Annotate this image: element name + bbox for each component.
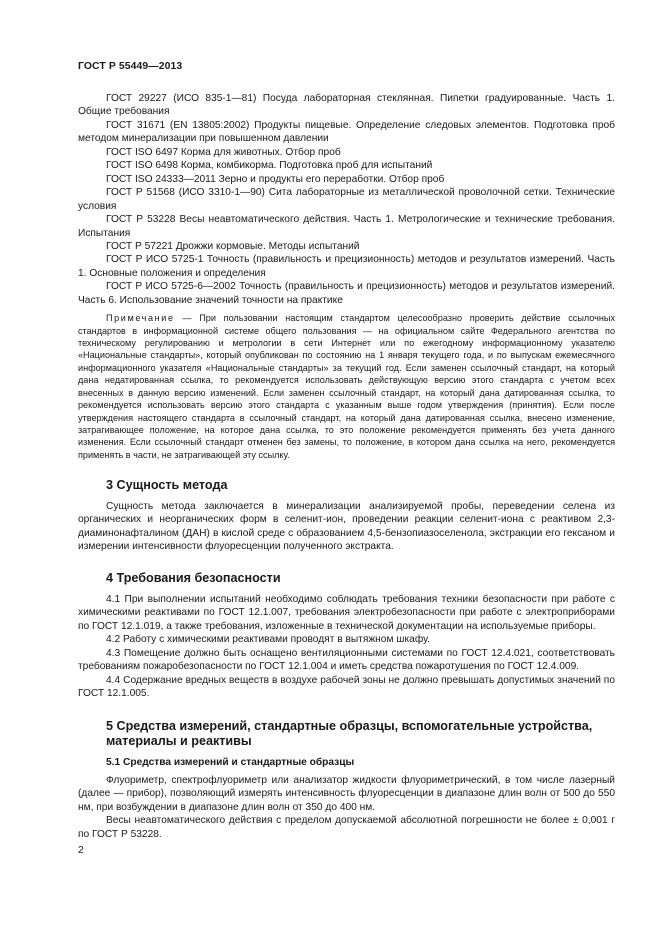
reference-item: ГОСТ 31671 (EN 13805:2002) Продукты пищевые. Определение следовых элементов. Подготовка проб методом минерализации при повышенном давлении	[78, 119, 615, 145]
section-4-item: 4.2 Работу с химическими реактивами проводят в вытяжном шкафу.	[106, 634, 430, 646]
document-body	[78, 92, 615, 841]
note-text: — При пользовании настоящим стандартом целесообразно проверить действие ссылочных стандартов в информационной системе общего пользования — на официальном сайте Федерального агентства по техническому регулированию и метрологии в сети Интернет или по ежегодному информационному указателю «Национальные стандарты», который опубликован по состоянию на 1 января текущего года, и по выпускам ежемесячного информационного указателя «Национальные стандарты» за текущий год. Если заменен ссылочный стандарт, на который дана недатированная ссылка, то рекомендуется использовать действующую версию этого стандарта с учетом всех внесенных в данную версию изменений. Если заменен ссылочный стандарт, на который дана датированная ссылка, то рекомендуется использовать версию этого стандарта с указанным выше годом утверждения (принятия). Если после утверждения настоящего стандарта в ссылочный стандарт, на который дана датированная ссылка, внесено изменение, затрагивающее положение, на которое дана ссылка, то это положение рекомендуется применять без учета данного изменения. Если ссылочный стандарт отменен без замены, то положение, в котором дана ссылка на него, рекомендуется применять в части, не затрагивающей эту ссылку.	[78, 313, 615, 460]
reference-item: ГОСТ ISO 6498 Корма, комбикорма. Подготовка проб для испытаний	[106, 160, 433, 172]
section-4-title: 4 Требования безопасности	[106, 571, 281, 586]
section-4-item: 4.4 Содержание вредных веществ в воздухе рабочей зоны не должно превышать допустимых значений по ГОСТ 12.1.005.	[78, 674, 615, 700]
note-label: Примечание	[106, 313, 175, 324]
section-3-text: Сущность метода заключается в минерализации анализируемой пробы, переведении селена из органических и неорганических форм в селенит-ион, проведении реакции селенит-иона с реактивом 2,3-диаминонафталином (ДАН) в кислой среде с образованием 4,5-бензопиазоселенола, экстракции его гексаном и измерении интенсивности флуоресценции полученного экстракта.	[78, 500, 615, 552]
reference-item: ГОСТ ISO 24333—2011 Зерно и продукты его переработки. Отбор проб	[106, 173, 445, 185]
section-4-item: 4.1 При выполнении испытаний необходимо соблюдать требования техники безопасности при работе с химическими реактивами по ГОСТ 12.1.007, требования электробезопасности при работе с электроприборами по ГОСТ 12.1.019, а также требования, изложенные в технической документации на используемые приборы.	[78, 593, 615, 632]
reference-item: ГОСТ Р 51568 (ИСО 3310-1—90) Сита лабораторные из металлической проволочной сетки. Технические условия	[78, 187, 615, 212]
references-list	[78, 92, 615, 307]
reference-item: ГОСТ Р ИСО 5725-1 Точность (правильность и прецизионность) методов и результатов измерений. Часть 1. Основные положения и определения	[78, 254, 615, 279]
page-header-standard-code: ГОСТ Р 55449—2013	[78, 61, 183, 72]
page-number: 2	[78, 845, 84, 856]
reference-item: ГОСТ ISO 6497 Корма для животных. Отбор проб	[106, 146, 341, 158]
section-5-1-subtitle: 5.1 Средства измерений и стандартные образцы	[106, 756, 355, 768]
section-4-item: 4.3 Помещение должно быть оснащено вентиляционными системами по ГОСТ 12.4.021, соответствовать требованиям пожаробезопасности по ГОСТ 12.1.004 и иметь средства пожаротушения по ГОСТ 12.4.009.	[78, 647, 615, 673]
reference-item: ГОСТ Р ИСО 5725-6—2002 Точность (правильность и прецизионность) методов и результатов измерений. Часть 6. Использование значений точности на практике	[78, 281, 615, 306]
reference-item: ГОСТ 29227 (ИСО 835-1—81) Посуда лабораторная стеклянная. Пипетки градуированные. Часть 1. Общие требования	[78, 93, 615, 118]
note-paragraph	[78, 312, 615, 461]
section-5-paragraph: Весы неавтоматического действия с пределом допускаемой абсолютной погрешности не более ± 0,001 г по ГОСТ Р 53228.	[78, 815, 615, 840]
section-3-title: 3 Сущность метода	[106, 478, 228, 493]
section-5-paragraph: Флуориметр, спектрофлуориметр или анализатор жидкости флуориметрический, в том числе лазерный (далее — прибор), позволяющий измерять интенсивность флуоресценции в диапазоне длин волн от 500 до 550 нм, при возбуждении в диапазоне длин волн от 350 до 400 нм.	[78, 775, 615, 813]
reference-item: ГОСТ Р 57221 Дрожжи кормовые. Методы испытаний	[106, 240, 360, 252]
section-5-title: 5 Средства измерений, стандартные образцы, вспомогательные устройства, материалы и реактивы	[106, 718, 593, 749]
reference-item: ГОСТ Р 53228 Весы неавтоматического действия. Часть 1. Метрологические и технические требования. Испытания	[78, 214, 615, 239]
